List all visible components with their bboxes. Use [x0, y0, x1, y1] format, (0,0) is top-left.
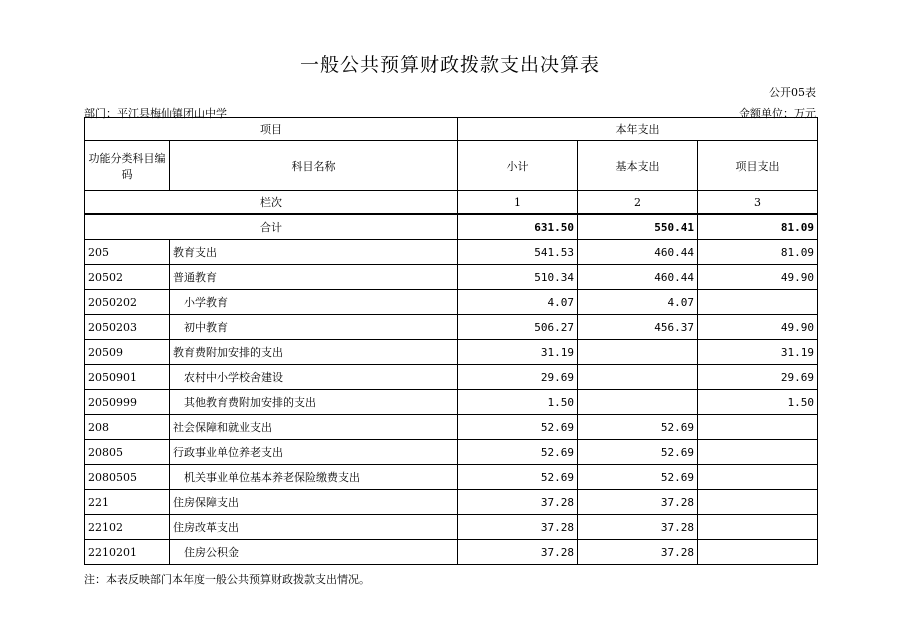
row-basic: 37.28	[578, 540, 698, 565]
row-project	[698, 440, 818, 465]
row-code: 2050999	[85, 390, 170, 415]
row-subtotal: 52.69	[458, 415, 578, 440]
row-basic: 460.44	[578, 265, 698, 290]
row-subtotal: 52.69	[458, 465, 578, 490]
footnote: 注：本表反映部门本年度一般公共预算财政拨款支出情况。	[84, 573, 370, 586]
row-basic	[578, 340, 698, 365]
row-project: 29.69	[698, 365, 818, 390]
row-subtotal: 541.53	[458, 240, 578, 265]
row-basic	[578, 365, 698, 390]
row-name: 初中教育	[170, 315, 458, 340]
row-code: 2050901	[85, 365, 170, 390]
header-item: 项目	[85, 118, 458, 141]
total-label: 合计	[85, 214, 458, 240]
row-basic: 456.37	[578, 315, 698, 340]
row-code: 20805	[85, 440, 170, 465]
table-row	[85, 540, 818, 565]
table-row	[85, 315, 818, 340]
row-name: 行政事业单位养老支出	[170, 440, 458, 465]
table-row	[85, 490, 818, 515]
row-project: 49.90	[698, 265, 818, 290]
column-number-3: 3	[698, 191, 818, 215]
row-name: 普通教育	[170, 265, 458, 290]
row-subtotal: 37.28	[458, 515, 578, 540]
table-row	[85, 265, 818, 290]
column-number-label: 栏次	[85, 191, 458, 215]
row-project: 31.19	[698, 340, 818, 365]
table-row	[85, 390, 818, 415]
row-name: 住房公积金	[170, 540, 458, 565]
row-name: 其他教育费附加安排的支出	[170, 390, 458, 415]
row-name: 教育费附加安排的支出	[170, 340, 458, 365]
table-row	[85, 440, 818, 465]
row-name: 小学教育	[170, 290, 458, 315]
row-code: 221	[85, 490, 170, 515]
row-subtotal: 52.69	[458, 440, 578, 465]
table-row	[85, 240, 818, 265]
row-subtotal: 29.69	[458, 365, 578, 390]
row-project	[698, 515, 818, 540]
row-subtotal: 506.27	[458, 315, 578, 340]
column-number-row	[85, 191, 818, 215]
header-subtotal: 小计	[458, 141, 578, 191]
row-project	[698, 540, 818, 565]
header-basic: 基本支出	[578, 141, 698, 191]
department-label: 部门：平江县梅仙镇团山中学	[84, 107, 227, 120]
row-basic: 52.69	[578, 440, 698, 465]
row-subtotal: 37.28	[458, 490, 578, 515]
column-number-1: 1	[458, 191, 578, 215]
amount-unit-label: 金额单位：万元	[739, 107, 816, 120]
row-basic: 460.44	[578, 240, 698, 265]
row-basic: 37.28	[578, 515, 698, 540]
row-project: 81.09	[698, 240, 818, 265]
table-row	[85, 465, 818, 490]
row-subtotal: 31.19	[458, 340, 578, 365]
row-code: 2210201	[85, 540, 170, 565]
table-row	[85, 365, 818, 390]
row-subtotal: 1.50	[458, 390, 578, 415]
row-code: 205	[85, 240, 170, 265]
row-project: 1.50	[698, 390, 818, 415]
row-code: 2050203	[85, 315, 170, 340]
report-title: 一般公共预算财政拨款支出决算表	[299, 54, 600, 76]
header-code: 功能分类科目编码	[85, 141, 170, 191]
row-basic: 4.07	[578, 290, 698, 315]
row-name: 住房改革支出	[170, 515, 458, 540]
row-name: 机关事业单位基本养老保险缴费支出	[170, 465, 458, 490]
table-row	[85, 515, 818, 540]
expenditure-table	[84, 117, 818, 565]
table-row	[85, 415, 818, 440]
row-subtotal: 510.34	[458, 265, 578, 290]
row-basic: 52.69	[578, 465, 698, 490]
row-project	[698, 415, 818, 440]
row-code: 20509	[85, 340, 170, 365]
row-basic: 37.28	[578, 490, 698, 515]
row-name: 农村中小学校舍建设	[170, 365, 458, 390]
row-code: 20502	[85, 265, 170, 290]
column-number-2: 2	[578, 191, 698, 215]
header-row-1	[85, 118, 818, 141]
row-basic	[578, 390, 698, 415]
table-row	[85, 340, 818, 365]
row-code: 2050202	[85, 290, 170, 315]
total-row	[85, 214, 818, 240]
header-project: 项目支出	[698, 141, 818, 191]
row-project	[698, 465, 818, 490]
row-project: 49.90	[698, 315, 818, 340]
form-number: 公开05表	[769, 86, 816, 99]
row-project	[698, 290, 818, 315]
table-row	[85, 290, 818, 315]
row-code: 22102	[85, 515, 170, 540]
row-name: 社会保障和就业支出	[170, 415, 458, 440]
row-code: 2080505	[85, 465, 170, 490]
total-project: 81.09	[698, 214, 818, 240]
total-subtotal: 631.50	[458, 214, 578, 240]
total-basic: 550.41	[578, 214, 698, 240]
row-subtotal: 37.28	[458, 540, 578, 565]
row-name: 教育支出	[170, 240, 458, 265]
header-current-year: 本年支出	[458, 118, 818, 141]
row-name: 住房保障支出	[170, 490, 458, 515]
row-code: 208	[85, 415, 170, 440]
row-subtotal: 4.07	[458, 290, 578, 315]
row-basic: 52.69	[578, 415, 698, 440]
header-row-2	[85, 141, 818, 191]
row-project	[698, 490, 818, 515]
header-name: 科目名称	[170, 141, 458, 191]
